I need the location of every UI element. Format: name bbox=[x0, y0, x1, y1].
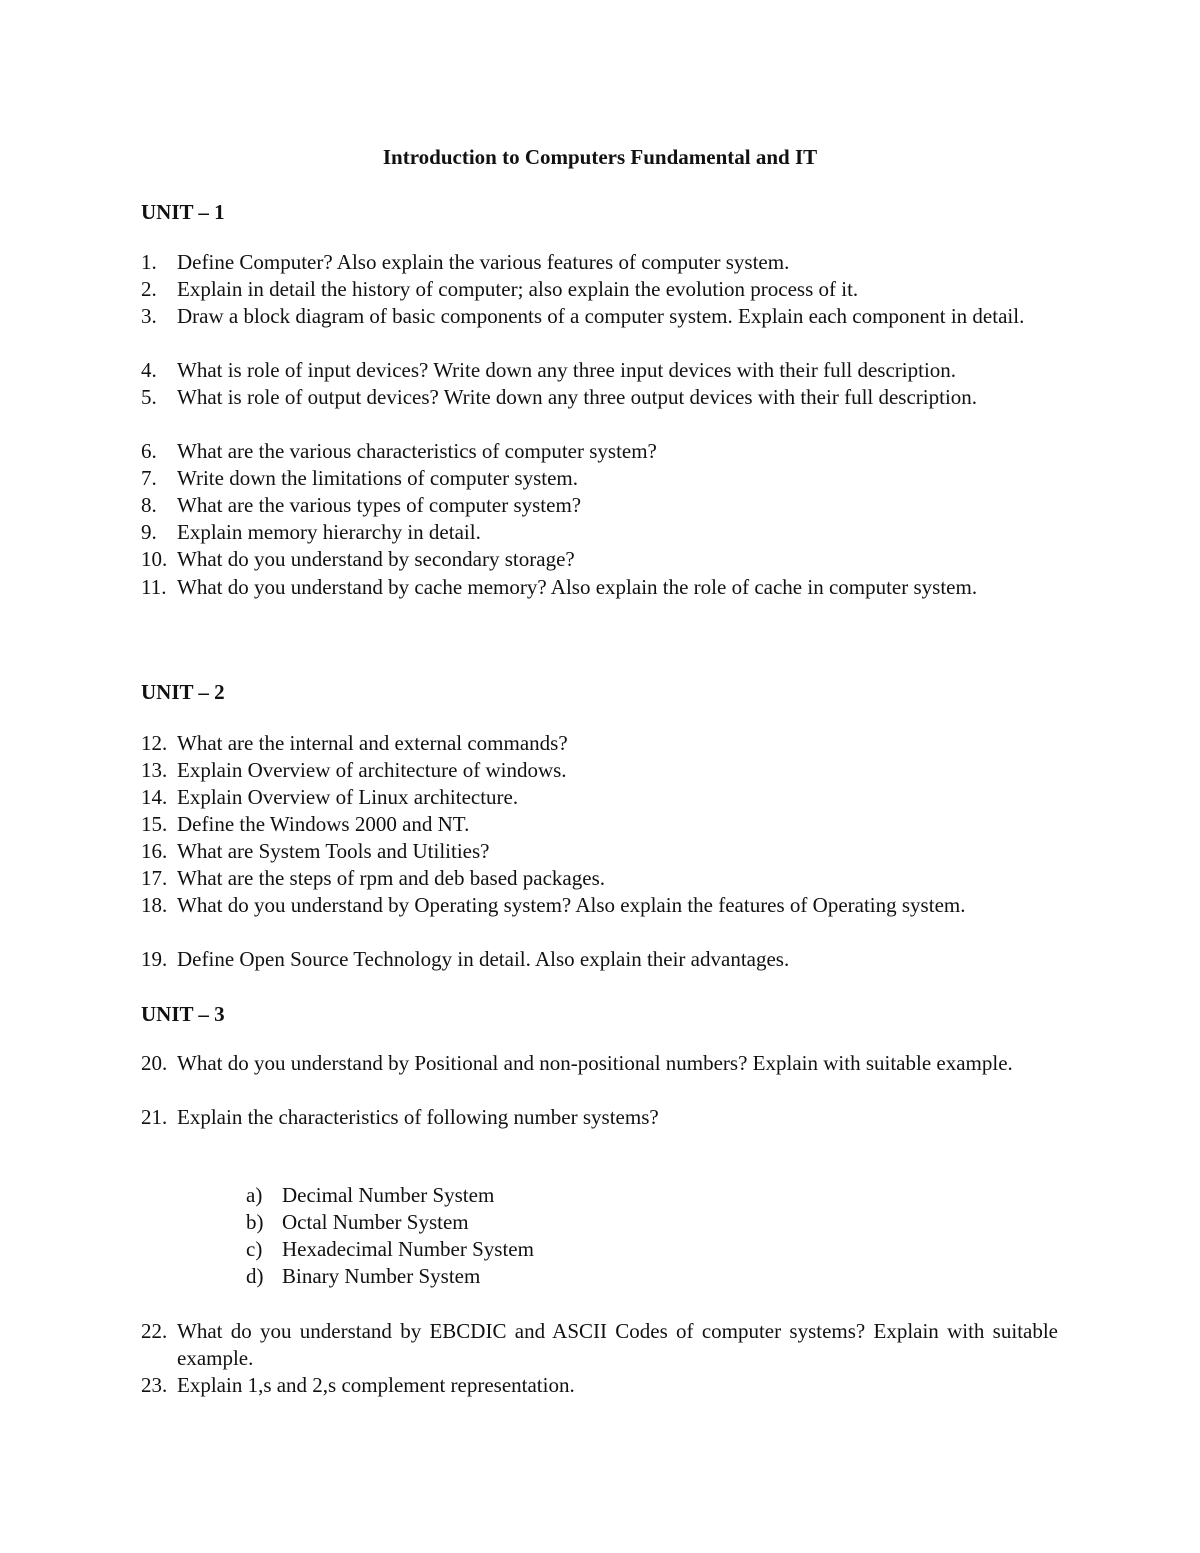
question-item bbox=[141, 276, 1058, 303]
question-text: What is role of output devices? Write down any three output devices with their full description. bbox=[177, 385, 978, 409]
question-number: 12. bbox=[141, 731, 168, 755]
question-text: Define the Windows 2000 and NT. bbox=[177, 812, 470, 836]
question-text: Explain 1,s and 2,s complement representation. bbox=[177, 1373, 575, 1397]
question-number: 13. bbox=[141, 758, 168, 782]
question-text: Draw a block diagram of basic components of a computer system. Explain each component in detail. bbox=[177, 304, 1025, 328]
question-text: What is role of input devices? Write down any three input devices with their full description. bbox=[177, 358, 957, 382]
question-number: 17. bbox=[141, 866, 168, 890]
unit-2-heading: UNIT – 2 bbox=[141, 680, 225, 704]
sub-list-item bbox=[246, 1182, 494, 1209]
question-number: 22. bbox=[141, 1319, 168, 1343]
sub-list-item bbox=[246, 1263, 480, 1290]
question-item bbox=[141, 492, 1058, 519]
sub-item-text: Binary Number System bbox=[282, 1264, 481, 1288]
question-item bbox=[141, 892, 1011, 919]
question-number: 5. bbox=[141, 385, 157, 409]
question-text: What are System Tools and Utilities? bbox=[177, 839, 490, 863]
sub-list-item bbox=[246, 1236, 534, 1263]
question-item bbox=[141, 303, 1058, 330]
question-number: 10. bbox=[141, 547, 168, 571]
question-number: 21. bbox=[141, 1105, 168, 1129]
question-number: 7. bbox=[141, 466, 157, 490]
question-text: Explain Overview of Linux architecture. bbox=[177, 785, 519, 809]
question-item bbox=[141, 730, 1058, 757]
question-number: 19. bbox=[141, 947, 168, 971]
question-text: Explain Overview of architecture of windows. bbox=[177, 758, 567, 782]
unit-1-heading: UNIT – 1 bbox=[141, 200, 225, 224]
sub-item-letter: a) bbox=[246, 1183, 263, 1207]
question-number: 18. bbox=[141, 893, 168, 917]
question-number: 20. bbox=[141, 1051, 168, 1075]
question-text: What do you understand by Operating system? Also explain the features of Operating system. bbox=[177, 893, 966, 917]
question-item bbox=[141, 574, 1058, 601]
sub-item-text: Hexadecimal Number System bbox=[282, 1237, 534, 1261]
question-number: 1. bbox=[141, 250, 157, 274]
sub-item-letter: c) bbox=[246, 1237, 263, 1261]
question-item bbox=[141, 357, 1058, 384]
question-item bbox=[141, 1318, 1058, 1372]
question-item bbox=[141, 811, 1058, 838]
question-text: Define Open Source Technology in detail. Also explain their advantages. bbox=[177, 947, 790, 971]
question-text: Define Computer? Also explain the various features of computer system. bbox=[177, 250, 790, 274]
question-text: What do you understand by Positional and non-positional numbers? Explain with suitable example. bbox=[177, 1051, 1013, 1075]
question-item bbox=[141, 865, 1058, 892]
question-text: What do you understand by EBCDIC and ASCII Codes of computer systems? Explain with suitable example. bbox=[177, 1319, 1058, 1370]
question-number: 23. bbox=[141, 1373, 168, 1397]
question-item bbox=[141, 838, 1058, 865]
question-text: What do you understand by cache memory? Also explain the role of cache in computer system. bbox=[177, 575, 978, 599]
question-text: Explain in detail the history of computer; also explain the evolution process of it. bbox=[177, 277, 859, 301]
question-item bbox=[141, 438, 1058, 465]
question-item bbox=[141, 384, 991, 411]
sub-item-text: Octal Number System bbox=[282, 1210, 469, 1234]
question-item bbox=[141, 1104, 1058, 1131]
question-text: Explain memory hierarchy in detail. bbox=[177, 520, 481, 544]
question-item bbox=[141, 465, 1058, 492]
question-text: Write down the limitations of computer system. bbox=[177, 466, 578, 490]
question-number: 2. bbox=[141, 277, 157, 301]
sub-item-letter: d) bbox=[246, 1264, 264, 1288]
question-item bbox=[141, 1050, 1058, 1077]
question-number: 8. bbox=[141, 493, 157, 517]
question-text: What are the various characteristics of computer system? bbox=[177, 439, 657, 463]
question-text: Explain the characteristics of following number systems? bbox=[177, 1105, 659, 1129]
question-number: 4. bbox=[141, 358, 157, 382]
question-text: What do you understand by secondary storage? bbox=[177, 547, 575, 571]
question-number: 16. bbox=[141, 839, 168, 863]
question-text: What are the various types of computer system? bbox=[177, 493, 582, 517]
question-text: What are the steps of rpm and deb based packages. bbox=[177, 866, 605, 890]
question-item bbox=[141, 784, 1058, 811]
question-item bbox=[141, 946, 1058, 973]
question-number: 14. bbox=[141, 785, 168, 809]
question-text: What are the internal and external commands? bbox=[177, 731, 568, 755]
question-item bbox=[141, 757, 1058, 784]
question-number: 15. bbox=[141, 812, 168, 836]
question-number: 11. bbox=[141, 575, 167, 599]
sub-item-text: Decimal Number System bbox=[282, 1183, 495, 1207]
document-title: Introduction to Computers Fundamental and IT bbox=[382, 145, 818, 169]
question-item bbox=[141, 249, 1058, 276]
question-item bbox=[141, 519, 1058, 546]
question-item bbox=[141, 546, 1058, 573]
question-item bbox=[141, 1372, 1058, 1399]
sub-list-item bbox=[246, 1209, 469, 1236]
sub-item-letter: b) bbox=[246, 1210, 264, 1234]
question-number: 3. bbox=[141, 304, 157, 328]
unit-3-heading: UNIT – 3 bbox=[141, 1002, 225, 1026]
question-number: 9. bbox=[141, 520, 157, 544]
question-number: 6. bbox=[141, 439, 157, 463]
